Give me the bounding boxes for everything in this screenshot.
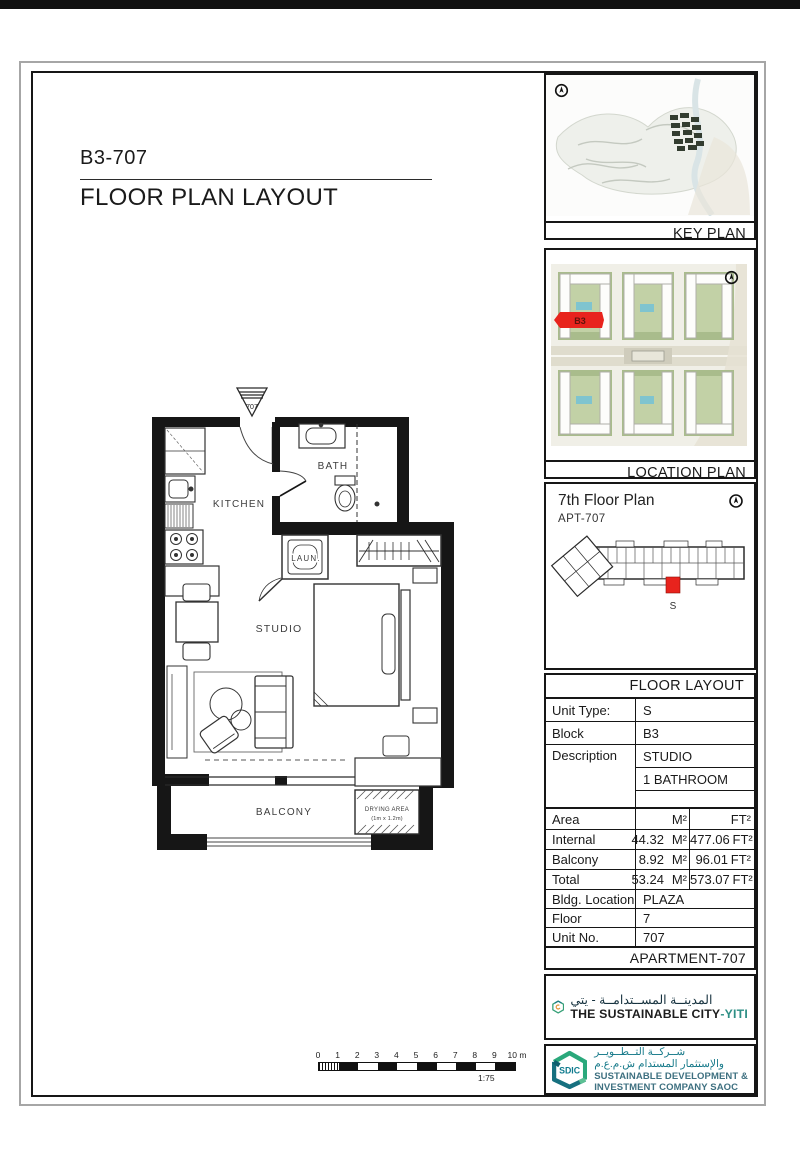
floor-layout-table — [544, 673, 756, 970]
row-label: Bldg. Location — [546, 890, 636, 908]
sustainable-city-logo-panel — [544, 974, 756, 1040]
scale-tick: 0 — [315, 1050, 321, 1060]
m2-header: M² — [671, 811, 687, 827]
title-block — [80, 147, 440, 212]
value-m2: 44.32 — [631, 832, 664, 847]
sofa — [255, 676, 293, 748]
sdic-arabic-1: شــركــة التــطــويــر — [594, 1045, 686, 1058]
scale-tick: 1 — [335, 1050, 340, 1060]
table-row — [546, 908, 754, 927]
location-plan-map — [546, 250, 754, 455]
sdic-name-1: SUSTAINABLE DEVELOPMENT & — [594, 1070, 748, 1082]
row-value: 7 — [643, 910, 651, 926]
laundry-label: LAUN. — [291, 554, 321, 563]
table-row-description — [546, 744, 754, 807]
unit-highlight — [666, 577, 680, 593]
row-label: Description — [546, 745, 636, 807]
balcony-label: BALCONY — [255, 807, 313, 818]
entry-door-marker — [237, 388, 267, 416]
armchair — [199, 715, 240, 755]
value-m2: 8.92 — [638, 852, 664, 867]
bath-label: BATH — [317, 461, 349, 472]
scale-tick: 3 — [374, 1050, 380, 1060]
bed-set — [314, 568, 437, 723]
sdic-logo-panel — [544, 1044, 756, 1095]
table-row: Total 53.24 M² 573.07 FT² — [546, 869, 754, 889]
scale-bar — [315, 1050, 534, 1086]
row-value: 707 — [643, 929, 665, 945]
scale-tick: 2 — [354, 1050, 360, 1060]
location-plan-label: LOCATION PLAN — [546, 460, 754, 479]
floor-panel-title: 7th Floor Plan — [558, 492, 655, 509]
table-row: Internal 44.32 M² 477.06 FT² — [546, 829, 754, 849]
value-ft2: 477.06 — [690, 832, 730, 847]
kitchen-label: KITCHEN — [212, 499, 266, 510]
scale-tick: 7 — [452, 1050, 458, 1060]
scale-tick: 8 — [472, 1050, 478, 1060]
floor-plan-drawing — [149, 384, 469, 889]
table-row: Balcony 8.92 M² 96.01 FT² — [546, 849, 754, 869]
description-line: STUDIO — [643, 748, 693, 764]
table-row — [546, 889, 754, 908]
value-ft2: 96.01 — [695, 852, 728, 867]
north-icon — [728, 493, 744, 509]
sdic-abbr: SDIC — [559, 1064, 581, 1075]
b3-tag: B3 — [574, 316, 586, 326]
door-tag-707: 707 — [246, 404, 258, 411]
desk — [355, 736, 441, 786]
row-label: Internal — [546, 830, 636, 849]
description-line: 1 BATHROOM — [636, 767, 754, 790]
key-plan-panel — [544, 73, 756, 240]
ft2-header: FT² — [730, 811, 751, 827]
row-label: Balcony — [546, 850, 636, 869]
row-value: B3 — [643, 725, 659, 741]
row-value: S — [643, 702, 652, 718]
unit-highlight-tag: S — [669, 601, 677, 612]
drying-area-label-1: DRYING AREA — [364, 807, 410, 813]
key-plan-label: KEY PLAN — [546, 221, 754, 240]
title-underline — [80, 179, 432, 180]
row-label: Block — [546, 722, 636, 744]
drying-area — [355, 790, 419, 834]
wardrobe — [357, 535, 441, 566]
floor-panel-subtitle: APT-707 — [558, 513, 606, 525]
top-black-bar — [0, 0, 800, 9]
table-row-area-header — [546, 807, 754, 829]
value-m2: 53.24 — [631, 872, 664, 887]
value-ft2: 573.07 — [690, 872, 730, 887]
kitchen-fixtures — [165, 428, 219, 596]
bath-door — [280, 471, 306, 496]
entry-door — [240, 427, 273, 464]
key-plan-map — [546, 75, 754, 216]
row-label: Total — [546, 870, 636, 889]
scale-tick: 6 — [433, 1050, 438, 1060]
sustainable-city-name: THE SUSTAINABLE CITY — [570, 1007, 721, 1022]
floor-plan-panel — [544, 482, 756, 670]
apartment-label: APARTMENT-707 — [546, 946, 754, 968]
building-strip — [546, 525, 754, 659]
row-value: PLAZA — [643, 891, 685, 907]
sdic-logo-icon — [552, 1044, 587, 1095]
page-title: FLOOR PLAN LAYOUT — [80, 184, 339, 211]
sidebar — [544, 73, 756, 1095]
sustainable-city-logo-icon — [552, 983, 564, 1031]
scale-tick: 5 — [413, 1050, 419, 1060]
drying-area-label-2: (1m x 1.2m) — [371, 816, 403, 822]
bath-fixtures — [299, 423, 379, 522]
row-label: Unit Type: — [546, 699, 636, 721]
sdic-name-2: INVESTMENT COMPANY SAOC — [594, 1081, 739, 1093]
scale-tick: 4 — [394, 1050, 399, 1060]
sustainable-city-arabic: المدينــة المســتدامــة - يتي — [570, 992, 713, 1007]
sdic-arabic-2: والإستثمار المستدام ش.م.ع.م — [594, 1058, 724, 1071]
table-row — [546, 927, 754, 946]
scale-tick: 10 m — [507, 1050, 527, 1060]
studio-label: STUDIO — [255, 623, 303, 635]
location-plan-panel — [544, 248, 756, 479]
table-header: FLOOR LAYOUT — [546, 675, 754, 699]
scale-ratio: 1:75 — [478, 1073, 495, 1083]
sustainable-city-suffix: -YITI — [720, 1007, 748, 1022]
table-row — [546, 721, 754, 744]
inner-border-frame — [31, 71, 758, 1097]
table-row — [546, 699, 754, 721]
scale-bar-segments — [318, 1062, 516, 1071]
balcony-railing — [207, 838, 371, 846]
unit-code: B3-707 — [80, 147, 148, 169]
description-empty — [636, 790, 754, 807]
location-highlight-b3 — [554, 312, 604, 328]
row-label: Unit No. — [546, 928, 636, 946]
scale-tick: 9 — [492, 1050, 497, 1060]
tv-console — [167, 666, 187, 758]
row-label: Floor — [546, 909, 636, 927]
row-label: Area — [546, 809, 636, 829]
